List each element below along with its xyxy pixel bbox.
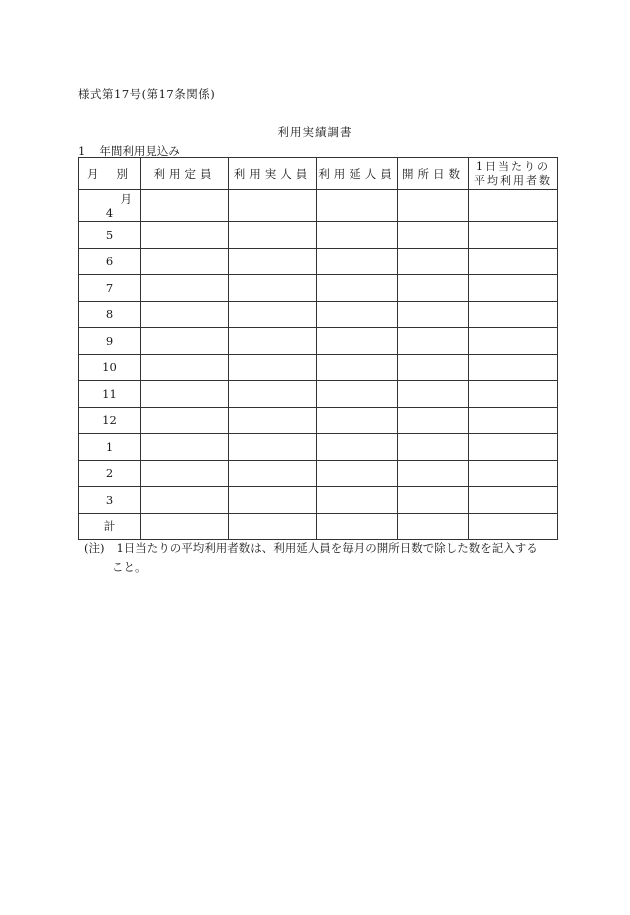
table-row	[79, 275, 558, 302]
footnote-label: (注)	[84, 541, 105, 555]
daily-average-cell[interactable]	[469, 248, 558, 275]
actual-users-cell[interactable]	[229, 275, 317, 302]
daily-average-cell[interactable]	[469, 434, 558, 461]
open-days-cell[interactable]	[398, 407, 469, 434]
capacity-cell[interactable]	[141, 381, 229, 408]
header-daily-average-line1: 1日当たりの	[476, 159, 550, 173]
total-users-cell[interactable]	[317, 407, 398, 434]
header-capacity: 利用定員	[141, 158, 229, 190]
open-days-cell[interactable]	[398, 460, 469, 487]
month-cell: 3	[79, 487, 141, 514]
month-cell: 10	[79, 354, 141, 381]
actual-users-cell[interactable]	[229, 328, 317, 355]
open-days-cell[interactable]	[398, 381, 469, 408]
capacity-cell[interactable]	[141, 222, 229, 249]
daily-average-cell[interactable]	[469, 487, 558, 514]
total-label-cell: 計	[79, 513, 141, 540]
header-daily-average-line2: 平均利用者数	[474, 173, 552, 187]
capacity-cell[interactable]	[141, 275, 229, 302]
total-users-cell[interactable]	[317, 301, 398, 328]
month-cell: 11	[79, 381, 141, 408]
daily-average-cell[interactable]	[469, 222, 558, 249]
daily-average-cell[interactable]	[469, 407, 558, 434]
month-cell: 12	[79, 407, 141, 434]
open-days-total-cell[interactable]	[398, 513, 469, 540]
daily-average-total-cell[interactable]	[469, 513, 558, 540]
table-row	[79, 407, 558, 434]
table-row	[79, 190, 558, 222]
actual-users-cell[interactable]	[229, 301, 317, 328]
table-row	[79, 487, 558, 514]
month-cell: 8	[79, 301, 141, 328]
actual-users-total-cell[interactable]	[229, 513, 317, 540]
total-users-cell[interactable]	[317, 328, 398, 355]
total-row	[79, 513, 558, 540]
total-users-cell[interactable]	[317, 354, 398, 381]
actual-users-cell[interactable]	[229, 381, 317, 408]
total-users-cell[interactable]	[317, 460, 398, 487]
table-row	[79, 248, 558, 275]
table-row	[79, 381, 558, 408]
usage-table	[78, 157, 558, 540]
daily-average-cell[interactable]	[469, 460, 558, 487]
header-daily-average	[469, 158, 558, 190]
footnote	[84, 539, 564, 577]
capacity-cell[interactable]	[141, 407, 229, 434]
header-month-label-a: 月	[87, 166, 99, 181]
total-users-cell[interactable]	[317, 222, 398, 249]
header-actual-users: 利用実人員	[229, 158, 317, 190]
month-cell: 7	[79, 275, 141, 302]
capacity-cell[interactable]	[141, 328, 229, 355]
form-number: 様式第17号(第17条関係)	[78, 87, 216, 101]
capacity-cell[interactable]	[141, 434, 229, 461]
month-cell: 5	[79, 222, 141, 249]
actual-users-cell[interactable]	[229, 407, 317, 434]
open-days-cell[interactable]	[398, 354, 469, 381]
capacity-cell[interactable]	[141, 487, 229, 514]
table-row	[79, 301, 558, 328]
month-value: 4	[105, 206, 114, 220]
open-days-cell[interactable]	[398, 190, 469, 222]
total-users-cell[interactable]	[317, 248, 398, 275]
header-open-days: 開所日数	[398, 158, 469, 190]
capacity-cell[interactable]	[141, 190, 229, 222]
open-days-cell[interactable]	[398, 434, 469, 461]
section-number: 1	[78, 144, 86, 158]
document-title: 利用実績調書	[277, 125, 353, 139]
daily-average-cell[interactable]	[469, 328, 558, 355]
actual-users-cell[interactable]	[229, 222, 317, 249]
month-cell: 1	[79, 434, 141, 461]
daily-average-cell[interactable]	[469, 275, 558, 302]
table-row	[79, 354, 558, 381]
daily-average-cell[interactable]	[469, 301, 558, 328]
open-days-cell[interactable]	[398, 487, 469, 514]
month-unit: 月	[120, 192, 132, 206]
month-cell: 2	[79, 460, 141, 487]
footnote-text-line1: 1日当たりの平均利用者数は、利用延人員を毎月の開所日数で除した数を記入する	[116, 541, 538, 555]
header-month	[79, 158, 141, 190]
section-title: 年間利用見込み	[99, 144, 180, 158]
total-users-total-cell[interactable]	[317, 513, 398, 540]
total-users-cell[interactable]	[317, 434, 398, 461]
open-days-cell[interactable]	[398, 275, 469, 302]
table-row	[79, 328, 558, 355]
open-days-cell[interactable]	[398, 248, 469, 275]
actual-users-cell[interactable]	[229, 460, 317, 487]
footnote-text-line2: こと。	[112, 560, 147, 574]
actual-users-cell[interactable]	[229, 190, 317, 222]
daily-average-cell[interactable]	[469, 354, 558, 381]
actual-users-cell[interactable]	[229, 248, 317, 275]
month-cell: 6	[79, 248, 141, 275]
header-total-users: 利用延人員	[317, 158, 398, 190]
open-days-cell[interactable]	[398, 222, 469, 249]
capacity-cell[interactable]	[141, 248, 229, 275]
capacity-cell[interactable]	[141, 354, 229, 381]
capacity-total-cell[interactable]	[141, 513, 229, 540]
actual-users-cell[interactable]	[229, 434, 317, 461]
table-header-row	[79, 158, 558, 190]
actual-users-cell[interactable]	[229, 487, 317, 514]
open-days-cell[interactable]	[398, 328, 469, 355]
month-cell	[79, 190, 141, 222]
total-users-cell[interactable]	[317, 487, 398, 514]
table-row	[79, 460, 558, 487]
daily-average-cell[interactable]	[469, 381, 558, 408]
total-users-cell[interactable]	[317, 275, 398, 302]
total-users-cell[interactable]	[317, 190, 398, 222]
capacity-cell[interactable]	[141, 460, 229, 487]
daily-average-cell[interactable]	[469, 190, 558, 222]
month-cell: 9	[79, 328, 141, 355]
actual-users-cell[interactable]	[229, 354, 317, 381]
open-days-cell[interactable]	[398, 301, 469, 328]
table-row	[79, 222, 558, 249]
capacity-cell[interactable]	[141, 301, 229, 328]
table-row	[79, 434, 558, 461]
header-month-label-b: 別	[116, 166, 128, 181]
total-users-cell[interactable]	[317, 381, 398, 408]
